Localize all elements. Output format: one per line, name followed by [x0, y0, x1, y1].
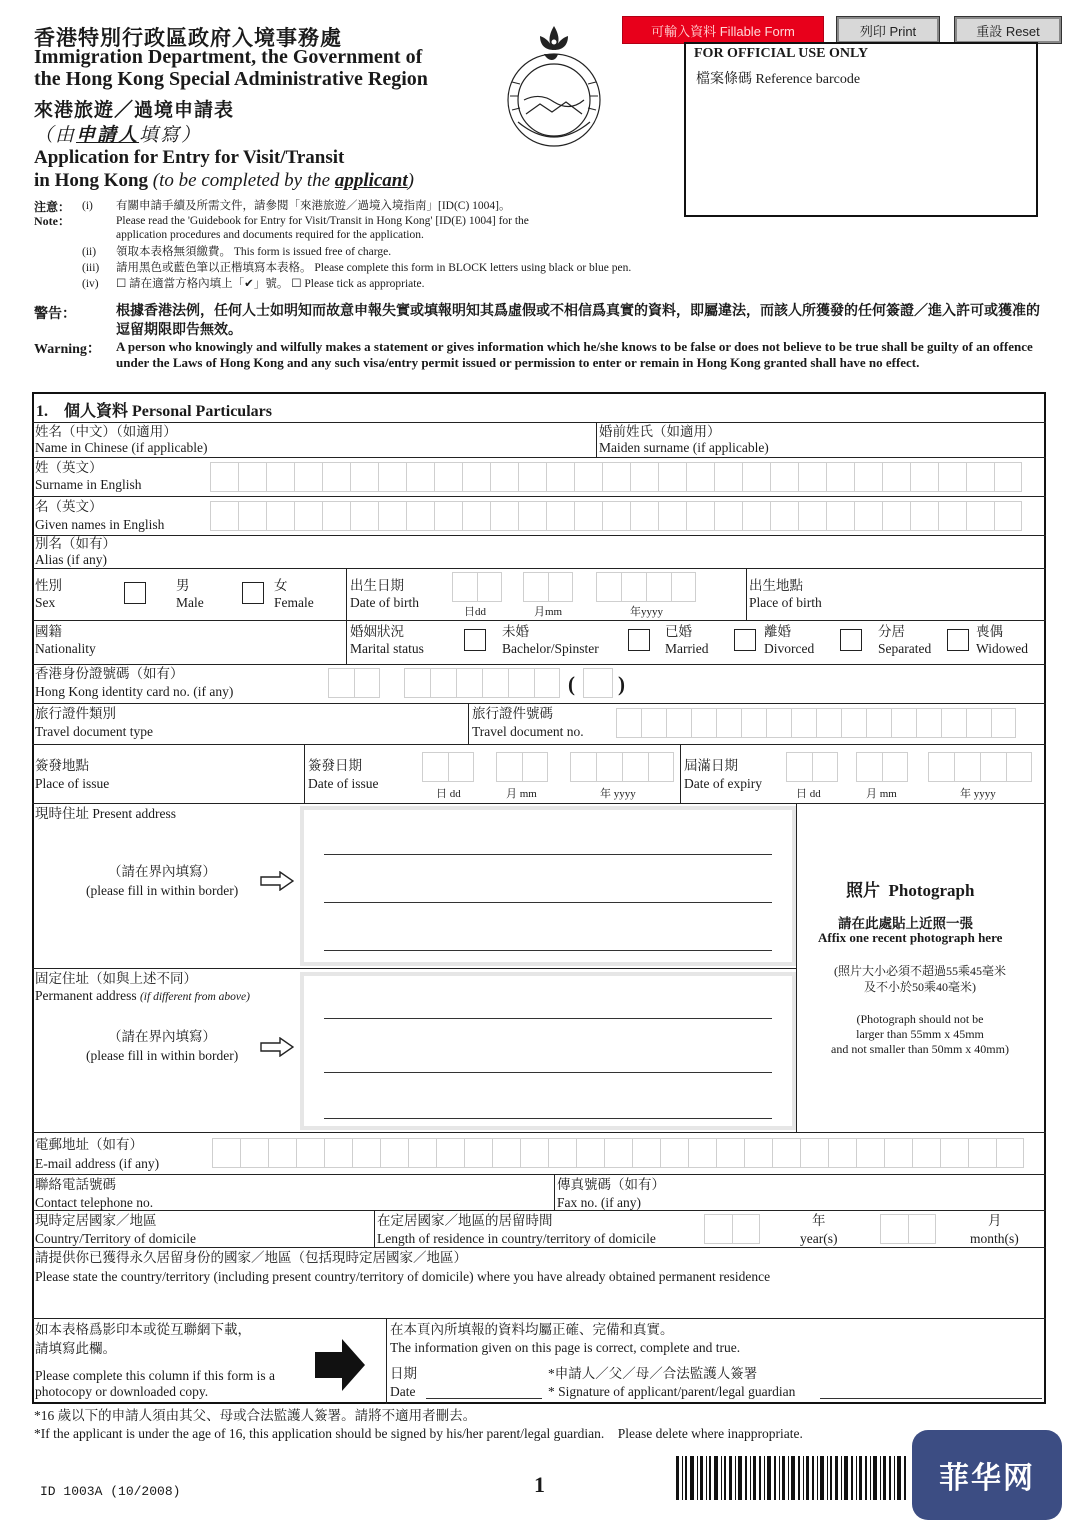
widowed-label-zh: 喪偶: [976, 624, 1003, 639]
date-of-issue-label-zh: 簽發日期: [308, 758, 362, 773]
arrow-right-outline-icon: [260, 1037, 294, 1057]
pob-label-en: Place of birth: [749, 595, 822, 610]
issue-dd-hint: 日 dd: [436, 788, 461, 800]
note-1-number: (i): [82, 200, 93, 212]
row-divider: [32, 620, 1046, 621]
photograph-affix-instruction-zh: 請在此處貼上近照一張: [838, 916, 973, 931]
married-label-zh: 已婚: [665, 624, 692, 639]
reference-barcode-label: 檔案條碼 Reference barcode: [696, 72, 861, 87]
male-label-en: Male: [176, 595, 204, 610]
maiden-surname-label-zh: 婚前姓氏（如適用）: [599, 424, 721, 439]
travel-doc-no-label-en: Travel document no.: [472, 724, 584, 739]
column-divider: [304, 744, 305, 803]
sex-label-en: Sex: [35, 595, 56, 610]
page-number: 1: [534, 1472, 545, 1497]
department-name-chinese: 香港特別行政區政府入境事務處: [34, 26, 342, 50]
row-divider: [32, 422, 1046, 423]
male-checkbox[interactable]: [124, 582, 146, 604]
female-label-en: Female: [274, 595, 314, 610]
row-divider: [32, 496, 1046, 497]
hkid-label-zh: 香港身份證號碼（如有）: [35, 666, 184, 681]
dob-mm-hint: 月mm: [534, 606, 563, 618]
separated-label-en: Separated: [878, 641, 932, 656]
permanent-address-fill-hint-zh: （請在界內填寫）: [108, 1029, 216, 1044]
hkid-number-input[interactable]: [404, 668, 560, 698]
form-title-english-line2: in Hong Kong (to be completed by the applicant): [34, 170, 414, 191]
domicile-country-label-zh: 現時定居國家／地區: [35, 1213, 157, 1228]
immigration-emblem-icon: [500, 22, 608, 152]
fillable-form-button[interactable]: 可輸入資料 Fillable Form: [622, 16, 824, 44]
permanent-address-fill-hint-en: (please fill in within border): [86, 1048, 239, 1063]
dob-label-en: Date of birth: [350, 595, 419, 610]
divorced-label-en: Divorced: [764, 641, 815, 656]
alias-label-zh: 別名（如有）: [35, 536, 116, 551]
row-divider: [32, 457, 1046, 458]
declaration-zh: 在本頁內所填報的資料均屬正確、完備和真實。: [390, 1322, 674, 1337]
date-label-zh: 日期: [390, 1366, 417, 1381]
surname-label-en: Surname in English: [35, 477, 142, 492]
warning-text-english: A person who knowingly and wilfully makes a statement or gives information which he/she knows to be false or does not believe to be true shall be guilty of an offence under the Laws of Hong Kong and any such visa/entry permit issued or permission to enter or remain in Hong Kong granted shall have no effect.: [116, 339, 1033, 370]
issue-yyyy-hint: 年 yyyy: [600, 788, 636, 800]
row-divider: [32, 1247, 1046, 1248]
column-divider: [596, 422, 597, 457]
telephone-label-en: Contact telephone no.: [35, 1195, 154, 1210]
column-divider: [468, 703, 469, 744]
department-name-english-line1: Immigration Department, the Government of: [34, 46, 423, 68]
present-address-fill-hint-zh: （請在界內填寫）: [108, 864, 216, 879]
permanent-address-line: [324, 1072, 772, 1073]
year-label-en: year(s): [800, 1231, 838, 1246]
photocopy-note-zh-line1: 如本表格爲影印本或從互聯網下載，: [35, 1322, 251, 1337]
signature-label-en: * Signature of applicant/parent/legal guardian: [548, 1384, 796, 1399]
warning-label-english: Warning：: [34, 342, 101, 357]
marital-status-label-en: Marital status: [350, 641, 424, 656]
official-use-title: FOR OFFICIAL USE ONLY: [694, 46, 869, 61]
issue-mm-hint: 月 mm: [506, 788, 537, 800]
note-1-chinese: 有關申請手續及所需文件，請參閱「來港旅遊／過境入境指南」[ID(C) 1004]。: [116, 200, 511, 212]
separated-label-zh: 分居: [878, 624, 905, 639]
photograph-size-en-line2: larger than 55mm x 45mm: [856, 1027, 984, 1041]
note-4-text: ☐ 請在適當方格內填上「✔」號。 ☐ Please tick as appropriate.: [116, 278, 425, 290]
row-divider: [32, 703, 1046, 704]
permanent-residence-label-en: Please state the country/territory (including present country/territory of domicile) where you have already obtained permanent residence: [35, 1269, 771, 1284]
hkid-check-digit-close-paren: ): [618, 672, 625, 696]
permanent-address-line: [324, 1118, 772, 1119]
section-1-title: 1. 個人資料 Personal Particulars: [36, 403, 272, 420]
dob-label-zh: 出生日期: [350, 578, 404, 593]
surname-input[interactable]: [210, 462, 1022, 492]
expiry-month-input[interactable]: [856, 752, 908, 782]
note-4-number: (iv): [82, 278, 99, 290]
column-divider: [346, 568, 347, 664]
photograph-size-zh-line2: 及不小於50乘40毫米): [864, 980, 976, 994]
note-3-number: (iii): [82, 262, 100, 274]
month-label-zh: 月: [988, 1213, 1002, 1228]
married-label-en: Married: [665, 641, 709, 656]
place-of-issue-label-zh: 簽發地點: [35, 758, 89, 773]
male-label-zh: 男: [176, 578, 190, 593]
separated-checkbox[interactable]: [840, 629, 862, 651]
maiden-surname-label-en: Maiden surname (if applicable): [599, 440, 769, 455]
chinese-name-label-zh: 姓名（中文）（如適用）: [35, 424, 177, 439]
expiry-dd-hint: 日 dd: [796, 788, 821, 800]
nationality-label-en: Nationality: [35, 641, 96, 656]
issue-day-input[interactable]: [422, 752, 474, 782]
present-address-line: [324, 902, 772, 903]
surname-label-zh: 姓（英文）: [35, 460, 103, 475]
travel-doc-type-label-en: Travel document type: [35, 724, 153, 739]
single-label-en: Bachelor/Spinster: [502, 641, 599, 656]
expiry-day-input[interactable]: [786, 752, 838, 782]
fax-label-en: Fax no. (if any): [557, 1195, 641, 1210]
row-divider: [32, 1174, 1046, 1175]
print-button[interactable]: 列印 Print: [836, 16, 940, 44]
fax-label-zh: 傳真號碼（如有）: [557, 1177, 665, 1192]
nationality-label-zh: 國籍: [35, 624, 62, 639]
declaration-en: The information given on this page is correct, complete and true.: [390, 1340, 741, 1355]
present-address-label: 現時住址 Present address: [35, 806, 176, 821]
date-of-expiry-label-en: Date of expiry: [684, 776, 762, 791]
photograph-title[interactable]: 照片 Photograph: [846, 881, 975, 900]
residence-years-input[interactable]: [704, 1214, 760, 1244]
row-divider: [32, 664, 1046, 665]
column-divider: [680, 744, 681, 803]
given-names-label-en: Given names in English: [35, 517, 165, 532]
permanent-address-label-zh: 固定住址（如與上述不同）: [35, 971, 197, 986]
email-label-zh: 電郵地址（如有）: [35, 1137, 143, 1152]
arrow-right-solid-icon: [314, 1338, 366, 1392]
watermark-logo: 菲华网: [912, 1430, 1062, 1520]
present-address-input[interactable]: [300, 806, 796, 966]
note-2-text: 領取本表格無須繳費。 This form is issued free of charge.: [116, 246, 392, 258]
single-checkbox[interactable]: [464, 629, 486, 651]
present-address-line: [324, 950, 772, 951]
row-divider: [32, 568, 1046, 569]
sex-label-zh: 性別: [35, 578, 62, 593]
permanent-address-input[interactable]: [300, 972, 796, 1130]
widowed-label-en: Widowed: [976, 641, 1028, 656]
dob-year-input[interactable]: [596, 572, 696, 602]
hkid-prefix-input[interactable]: [328, 668, 380, 698]
divorced-checkbox[interactable]: [734, 629, 756, 651]
photograph-affix-instruction-en: Affix one recent photograph here: [818, 930, 1003, 945]
residence-length-label-en: Length of residence in country/territory of domicile: [377, 1231, 656, 1246]
form-title-english-line1: Application for Entry for Visit/Transit: [34, 147, 345, 168]
photograph-size-en-line3: and not smaller than 50mm x 40mm): [831, 1042, 1009, 1056]
permanent-residence-label-zh: 請提供你已獲得永久居留身份的國家／地區（包括現時定居國家／地區）: [35, 1250, 467, 1265]
present-address-fill-hint-en: (please fill in within border): [86, 883, 239, 898]
widowed-checkbox[interactable]: [947, 629, 969, 651]
footnote-zh: *16 歲以下的申請人須由其父、母或合法監護人簽署。請將不適用者刪去。: [34, 1408, 477, 1423]
chinese-name-label-en: Name in Chinese (if applicable): [35, 440, 208, 455]
given-names-label-zh: 名（英文）: [35, 499, 103, 514]
dob-month-input[interactable]: [523, 572, 573, 602]
hkid-check-digit-input[interactable]: [583, 668, 613, 698]
note-label-chinese: 注意：: [34, 200, 71, 214]
note-3-text: 請用黑色或藍色筆以正楷填寫本表格。 Please complete this form in BLOCK letters using black or blue pen.: [116, 262, 632, 274]
single-label-zh: 未婚: [502, 624, 529, 639]
pob-label-zh: 出生地點: [749, 578, 803, 593]
issue-year-input[interactable]: [570, 752, 674, 782]
female-label-zh: 女: [274, 578, 288, 593]
given-names-input[interactable]: [210, 501, 1022, 531]
column-divider: [796, 803, 797, 1132]
row-divider: [32, 1210, 1046, 1211]
note-1-english-line2: application procedures and documents required for the application.: [116, 229, 424, 241]
hkid-label-en: Hong Kong identity card no. (if any): [35, 684, 234, 699]
column-divider: [374, 1210, 375, 1247]
divorced-label-zh: 離婚: [764, 624, 791, 639]
expiry-yyyy-hint: 年 yyyy: [960, 788, 996, 800]
dob-dd-hint: 日dd: [464, 606, 486, 618]
warning-text-chinese: 根據香港法例，任何人士如明知而故意申報失實或填報明知其爲虛假或不相信爲真實的資料，即屬違法，而該人所獲發的任何簽證／進入許可或獲准的逗留期限即告無效。: [116, 304, 1040, 338]
column-divider: [386, 1318, 387, 1404]
form-subtitle-chinese: （由申請人填寫）: [34, 125, 203, 146]
alias-label-en: Alias (if any): [35, 552, 107, 567]
travel-doc-no-input[interactable]: [616, 708, 1016, 738]
place-of-issue-label-en: Place of issue: [35, 776, 110, 791]
email-input[interactable]: [212, 1138, 1024, 1168]
row-divider: [32, 744, 1046, 745]
telephone-label-zh: 聯絡電話號碼: [35, 1177, 116, 1192]
permanent-address-line: [324, 1018, 772, 1019]
present-address-line: [324, 854, 772, 855]
hkid-check-digit-open-paren: (: [568, 672, 575, 696]
domicile-country-label-en: Country/Territory of domicile: [35, 1231, 197, 1246]
row-divider: [32, 535, 1046, 536]
column-divider: [554, 1174, 555, 1210]
row-divider: [32, 1318, 1046, 1319]
residence-months-input[interactable]: [880, 1214, 936, 1244]
travel-doc-no-label-zh: 旅行證件號碼: [472, 706, 553, 721]
signature-input[interactable]: [820, 1398, 1042, 1399]
row-divider: [32, 968, 796, 969]
marital-status-label-zh: 婚姻狀況: [350, 624, 404, 639]
row-divider: [32, 1132, 1046, 1133]
note-1-english-line1: Please read the 'Guidebook for Entry for Visit/Transit in Hong Kong' [ID(E) 1004] for the: [116, 215, 529, 227]
arrow-right-outline-icon: [260, 871, 294, 891]
photocopy-note-en-line1: Please complete this column if this form is a: [35, 1368, 275, 1383]
photograph-size-zh-line1: (照片大小必須不超過55乘45毫米: [834, 964, 1006, 978]
expiry-mm-hint: 月 mm: [866, 788, 897, 800]
form-id: ID 1003A (10/2008): [40, 1484, 181, 1499]
year-label-zh: 年: [812, 1213, 826, 1228]
department-name-english-line2: the Hong Kong Special Administrative Region: [34, 68, 428, 90]
married-checkbox[interactable]: [628, 629, 650, 651]
photocopy-note-zh-line2: 請填寫此欄。: [35, 1341, 116, 1356]
footnote-en: *If the applicant is under the age of 16, this application should be signed by his/her parent/legal guardian. Please delete where inappropriate.: [34, 1426, 803, 1441]
expiry-year-input[interactable]: [928, 752, 1032, 782]
email-label-en: E-mail address (if any): [35, 1156, 160, 1171]
photocopy-note-en-line2: photocopy or downloaded copy.: [35, 1384, 209, 1399]
month-label-en: month(s): [970, 1231, 1019, 1246]
date-of-issue-label-en: Date of issue: [308, 776, 379, 791]
warning-label-chinese: 警告：: [34, 307, 76, 322]
note-2-number: (ii): [82, 246, 97, 258]
reset-button[interactable]: 重設 Reset: [954, 16, 1062, 44]
signature-label-zh: *申請人／父／母／合法監護人簽署: [548, 1366, 758, 1381]
date-label-en: Date: [390, 1384, 416, 1399]
permanent-address-label-en: Permanent address (if different from above): [35, 988, 250, 1003]
row-divider: [32, 803, 1046, 804]
female-checkbox[interactable]: [242, 582, 264, 604]
issue-month-input[interactable]: [496, 752, 548, 782]
date-of-expiry-label-zh: 屆滿日期: [684, 758, 738, 773]
column-divider: [746, 568, 747, 620]
dob-day-input[interactable]: [452, 572, 502, 602]
photograph-size-en-line1: (Photograph should not be: [856, 1012, 984, 1026]
dob-yyyy-hint: 年yyyy: [630, 606, 663, 618]
form-title-chinese: 來港旅遊／過境申請表: [34, 100, 235, 121]
note-label-english: Note：: [34, 214, 70, 228]
travel-doc-type-label-zh: 旅行證件類別: [35, 706, 116, 721]
residence-length-label-zh: 在定居國家／地區的居留時間: [377, 1213, 553, 1228]
date-input[interactable]: [426, 1398, 542, 1399]
